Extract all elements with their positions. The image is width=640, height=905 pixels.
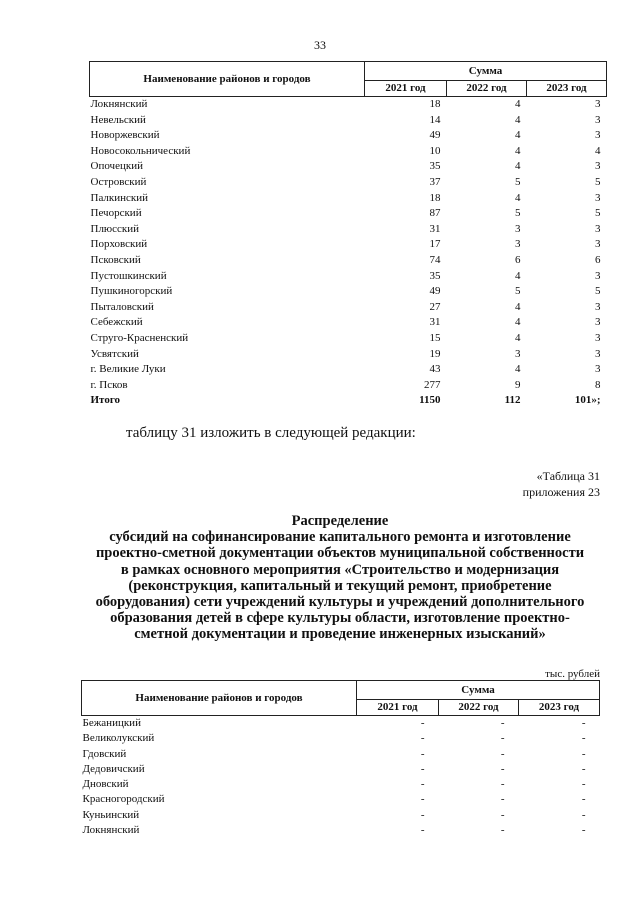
column-header-sum: Сумма — [365, 62, 607, 81]
district-name: Пушкиногорский — [90, 285, 173, 298]
district-name: Усвятский — [90, 347, 139, 360]
table-row — [90, 113, 607, 129]
value-2021: - — [420, 808, 425, 821]
column-header-name: Наименование районов и городов — [90, 62, 365, 97]
district-name: Гдовский — [82, 747, 127, 760]
value-2023: - — [581, 747, 586, 760]
district-name: Куньинский — [82, 808, 140, 821]
district-name: Дедовичский — [82, 762, 145, 775]
value-2021: 18 — [429, 98, 441, 110]
value-2023: 3 — [595, 191, 601, 204]
table-row — [90, 315, 607, 331]
value-2021: 27 — [429, 300, 441, 313]
heading-line: проектно-сметной документации объектов муниципальной собственности — [95, 545, 585, 562]
table-row — [82, 731, 600, 746]
table-row — [90, 331, 607, 347]
value-2021: 49 — [429, 129, 441, 142]
value-2022: 4 — [515, 191, 521, 204]
district-name: Порховский — [90, 238, 148, 251]
district-name: Печорский — [90, 207, 142, 220]
value-2022: - — [500, 747, 505, 760]
heading-line: (реконструкция, капитальный и текущий ремонт, приобретение — [128, 577, 552, 594]
table-row — [90, 175, 607, 191]
total-2021: 1150 — [419, 394, 441, 407]
value-2023: 3 — [595, 363, 601, 376]
value-2021: 35 — [429, 269, 441, 282]
district-name: Дновский — [82, 778, 129, 791]
page-number: 33 — [314, 38, 326, 52]
heading-line: в рамках основного мероприятия «Строительство и модернизация — [120, 561, 560, 578]
district-name: Великолукский — [82, 732, 155, 745]
column-header-2023: 2023 год — [527, 80, 607, 96]
table-row — [82, 777, 600, 792]
district-name: Островский — [90, 175, 147, 188]
table-row — [82, 716, 600, 732]
value-2023: 3 — [595, 129, 601, 142]
district-name: Струго-Красненский — [90, 331, 189, 344]
value-2023: 6 — [595, 253, 601, 266]
value-2022: 6 — [515, 253, 521, 266]
value-2021: - — [420, 732, 425, 745]
value-2022: 4 — [515, 98, 521, 110]
value-2021: 15 — [429, 331, 441, 344]
district-name: Новосокольнический — [90, 144, 191, 157]
value-2022: 4 — [515, 331, 521, 344]
heading-line: Распределение — [291, 513, 389, 529]
value-2021: 14 — [429, 113, 441, 126]
value-2022: 3 — [515, 347, 521, 360]
table-row — [82, 792, 600, 807]
table-row — [82, 747, 600, 762]
value-2021: 31 — [429, 316, 441, 329]
table-row — [90, 206, 607, 222]
table-row — [90, 222, 607, 238]
value-2022: 4 — [515, 160, 521, 173]
value-2023: 4 — [595, 144, 601, 157]
district-name: Опочецкий — [90, 160, 143, 173]
value-2023: 8 — [595, 378, 601, 391]
value-2021: - — [420, 762, 425, 775]
heading-line: сметной документации и проведение инженерных изысканий» — [134, 626, 546, 643]
value-2022: 4 — [515, 269, 521, 282]
column-header-2021: 2021 год — [357, 699, 439, 715]
table-row — [90, 237, 607, 253]
value-2022: - — [500, 824, 505, 837]
value-2022: 5 — [515, 175, 521, 188]
table-reference-appendix: приложения 23 — [522, 485, 600, 499]
value-2021: - — [420, 824, 425, 837]
value-2023: 3 — [595, 238, 601, 251]
value-2023: 3 — [595, 300, 601, 313]
value-2022: - — [500, 778, 505, 791]
value-2023: 3 — [595, 347, 601, 360]
table-row — [90, 128, 607, 144]
unit-label: тыс. рублей — [545, 668, 600, 680]
value-2022: - — [500, 808, 505, 821]
subsidy-table-31 — [81, 680, 600, 838]
value-2021: 35 — [429, 160, 441, 173]
total-2023: 101»; — [574, 394, 601, 407]
value-2023: 3 — [595, 160, 601, 173]
value-2022: 5 — [515, 207, 521, 220]
value-2023: - — [581, 793, 586, 806]
heading-line: субсидий на софинансирование капитального ремонта и изготовление — [109, 529, 571, 546]
table-row — [90, 97, 607, 113]
district-name: Невельский — [90, 113, 146, 126]
value-2023: - — [581, 808, 586, 821]
column-header-2021: 2021 год — [365, 80, 447, 96]
table-heading — [70, 513, 610, 643]
total-row — [90, 393, 607, 409]
value-2021: 49 — [429, 285, 441, 298]
table-row — [90, 347, 607, 363]
value-2023: 3 — [595, 269, 601, 282]
district-name: г. Псков — [90, 378, 128, 391]
table-row — [90, 253, 607, 269]
value-2023: 3 — [595, 331, 601, 344]
table-row — [90, 378, 607, 394]
table-row — [90, 362, 607, 378]
district-name: Палкинский — [90, 191, 149, 204]
value-2022: 5 — [515, 285, 521, 298]
value-2021: 43 — [429, 363, 441, 376]
value-2021: 74 — [429, 253, 441, 266]
district-name: Пыталовский — [90, 300, 154, 313]
column-header-2022: 2022 год — [439, 699, 519, 715]
value-2022: 4 — [515, 113, 521, 126]
district-name: Псковский — [90, 253, 141, 266]
table-row — [90, 144, 607, 160]
table-row — [90, 191, 607, 207]
subsidy-table-continued — [89, 61, 607, 409]
value-2022: - — [500, 793, 505, 806]
column-header-sum: Сумма — [357, 681, 600, 700]
table-row — [90, 300, 607, 316]
value-2023: 5 — [595, 285, 601, 298]
heading-line: оборудования) сети учреждений культуры и учреждений дополнительного — [95, 594, 585, 611]
table-row — [90, 159, 607, 175]
table-row — [90, 269, 607, 285]
value-2023: - — [581, 717, 586, 729]
value-2021: - — [420, 717, 425, 729]
district-name: Новоржевский — [90, 129, 160, 142]
value-2023: 3 — [595, 113, 601, 126]
value-2021: 17 — [429, 238, 441, 251]
value-2022: 4 — [515, 316, 521, 329]
column-header-2022: 2022 год — [447, 80, 527, 96]
district-name: Красногородский — [82, 793, 165, 806]
value-2022: 4 — [515, 144, 521, 157]
value-2022: 4 — [515, 300, 521, 313]
value-2022: 9 — [515, 378, 521, 391]
value-2021: - — [420, 778, 425, 791]
value-2023: - — [581, 824, 586, 837]
value-2023: - — [581, 732, 586, 745]
table-row — [82, 823, 600, 838]
value-2022: 3 — [515, 238, 521, 251]
district-name: Локнянский — [82, 824, 140, 837]
district-name: г. Великие Луки — [90, 363, 166, 376]
column-header-2023: 2023 год — [519, 699, 600, 715]
value-2021: - — [420, 747, 425, 760]
value-2021: - — [420, 793, 425, 806]
value-2023: 5 — [595, 175, 601, 188]
value-2023: 3 — [595, 316, 601, 329]
table-row — [82, 808, 600, 823]
value-2022: - — [500, 717, 505, 729]
value-2022: - — [500, 762, 505, 775]
district-name: Пустошкинский — [90, 269, 167, 282]
value-2021: 37 — [429, 175, 441, 188]
value-2022: 4 — [515, 129, 521, 142]
value-2021: 19 — [429, 347, 441, 360]
column-header-name: Наименование районов и городов — [82, 681, 357, 716]
value-2023: 3 — [595, 98, 601, 110]
value-2023: - — [581, 762, 586, 775]
district-name: Плюсский — [90, 222, 140, 235]
total-2022: 112 — [504, 394, 521, 407]
table-row — [82, 762, 600, 777]
table-row — [90, 284, 607, 300]
value-2022: 4 — [515, 363, 521, 376]
value-2023: 3 — [595, 222, 601, 235]
district-name: Локнянский — [90, 98, 148, 110]
value-2021: 10 — [429, 144, 441, 157]
table-reference-number: «Таблица 31 — [536, 469, 600, 483]
instruction-text: таблицу 31 изложить в следующей редакции: — [126, 425, 416, 441]
value-2023: - — [581, 778, 586, 791]
value-2021: 18 — [429, 191, 441, 204]
value-2021: 277 — [424, 378, 441, 391]
value-2021: 31 — [429, 222, 441, 235]
total-label: Итого — [90, 394, 121, 407]
heading-line: образования детей в сфере культуры области, изготовление проектно- — [110, 610, 570, 627]
value-2022: 3 — [515, 222, 521, 235]
value-2022: - — [500, 732, 505, 745]
value-2023: 5 — [595, 207, 601, 220]
district-name: Бежаницкий — [82, 717, 141, 729]
value-2021: 87 — [429, 207, 441, 220]
district-name: Себежский — [90, 316, 143, 329]
